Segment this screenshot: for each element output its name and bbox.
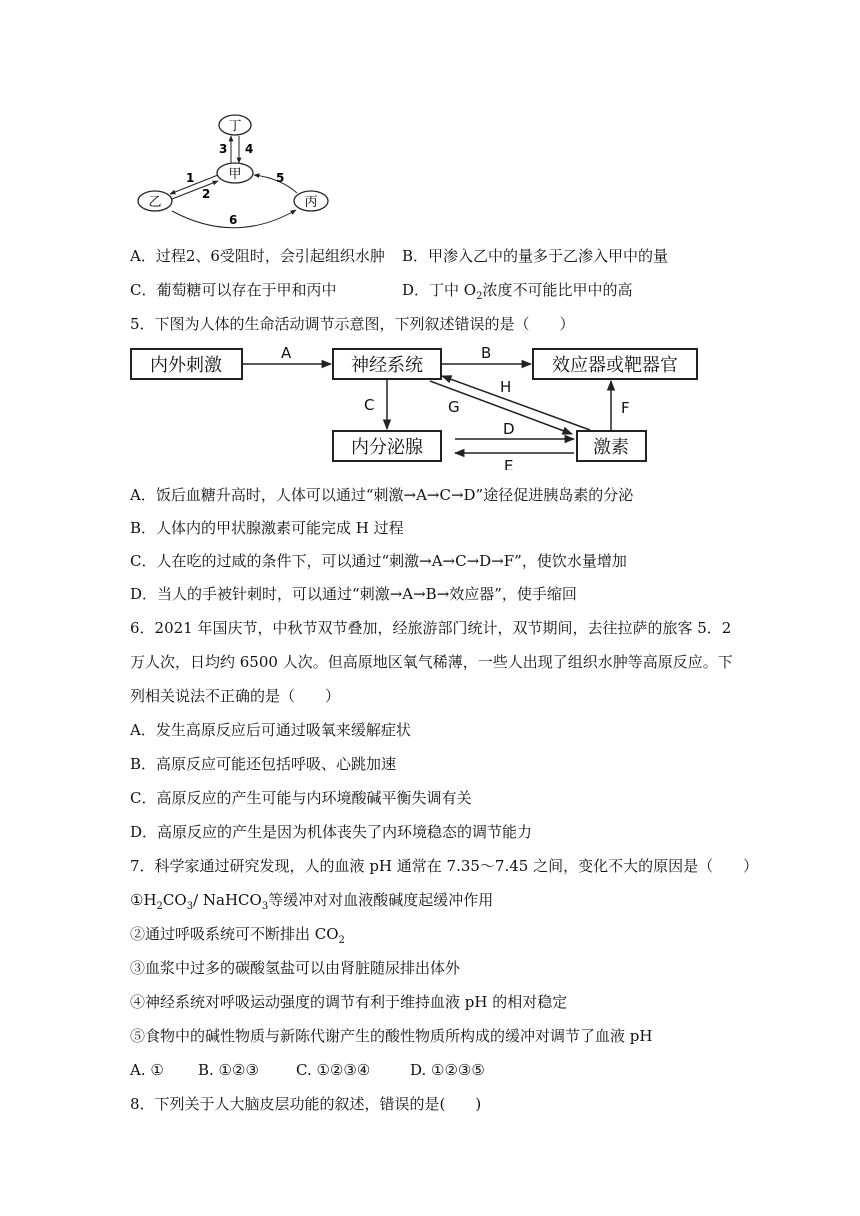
q6-stem-line2: 万人次，日均约 6500 人次。但高原地区氧气稀薄，一些人出现了组织水肿等高原反应。下 bbox=[130, 653, 733, 671]
q6-option-a: A．发生高原反应后可通过吸氧来缓解症状 bbox=[130, 721, 411, 739]
node-jia bbox=[217, 163, 253, 183]
svg-text:甲: 甲 bbox=[228, 167, 242, 182]
label-5: 5 bbox=[276, 171, 285, 185]
q6-stem-line3: 列相关说法不正确的是（ ） bbox=[130, 687, 341, 705]
arrow-H bbox=[442, 376, 590, 430]
q7-statement-5: ⑤食物中的碱性物质与新陈代谢产生的酸性物质所构成的缓冲对调节了血液 pH bbox=[130, 1027, 653, 1045]
svg-text:效应器或靶器官: 效应器或靶器官 bbox=[552, 355, 678, 376]
q5-option-a: A．饭后血糖升高时，人体可以通过“刺激→A→C→D”途径促进胰岛素的分泌 bbox=[130, 486, 634, 504]
node-ding bbox=[219, 115, 251, 135]
svg-text:内分泌腺: 内分泌腺 bbox=[351, 437, 423, 458]
q4-option-a: A．过程2、6受阻时，会引起组织水肿 bbox=[130, 247, 385, 265]
label-H: H bbox=[500, 378, 512, 396]
box-effector bbox=[533, 349, 697, 379]
q7-statement-4: ④神经系统对呼吸运动强度的调节有利于维持血液 pH 的相对稳定 bbox=[130, 993, 568, 1011]
q7-option-c: C. ①②③④ bbox=[296, 1061, 371, 1079]
label-4: 4 bbox=[245, 142, 254, 156]
q7-option-a: A. ① bbox=[130, 1061, 164, 1079]
body-fluid-diagram bbox=[0, 0, 860, 240]
box-stimulus bbox=[131, 349, 242, 379]
q7-option-d: D. ①②③⑤ bbox=[410, 1061, 485, 1079]
q7-stem: 7．科学家通过研究发现，人的血液 pH 通常在 7.35～7.45 之间，变化不大的原因是（ ） bbox=[130, 857, 759, 875]
regulation-diagram bbox=[0, 340, 860, 470]
q6-option-d: D．高原反应的产生是因为机体丧失了内环境稳态的调节能力 bbox=[130, 823, 533, 841]
q5-option-d: D．当人的手被针刺时，可以通过“刺激→A→B→效应器”，使手缩回 bbox=[130, 585, 577, 603]
label-D: D bbox=[503, 420, 515, 438]
q7-option-b: B. ①②③ bbox=[198, 1061, 259, 1079]
label-G: G bbox=[448, 398, 460, 416]
label-C: C bbox=[364, 396, 375, 414]
label-1: 1 bbox=[186, 171, 195, 185]
q5-stem: 5．下图为人体的生命活动调节示意图，下列叙述错误的是（ ） bbox=[130, 315, 575, 333]
label-A: A bbox=[281, 344, 292, 362]
label-2: 2 bbox=[202, 187, 211, 201]
box-endocrine-gland bbox=[333, 431, 441, 461]
q6-option-b: B．高原反应可能还包括呼吸、心跳加速 bbox=[130, 755, 397, 773]
svg-text:神经系统: 神经系统 bbox=[351, 355, 423, 376]
label-3: 3 bbox=[219, 142, 228, 156]
svg-text:内外刺激: 内外刺激 bbox=[150, 355, 222, 376]
q4-option-c: C．葡萄糖可以存在于甲和丙中 bbox=[130, 281, 337, 299]
q7-statement-3: ③血浆中过多的碳酸氢盐可以由肾脏随尿排出体外 bbox=[130, 959, 461, 977]
svg-text:激素: 激素 bbox=[593, 437, 629, 458]
label-F: F bbox=[621, 399, 630, 417]
q5-option-b: B．人体内的甲状腺激素可能完成 H 过程 bbox=[130, 519, 404, 537]
svg-text:丙: 丙 bbox=[304, 195, 318, 210]
node-bing bbox=[294, 191, 328, 211]
node-yi bbox=[138, 191, 172, 211]
box-nervous-system bbox=[333, 349, 441, 379]
q6-option-c: C．高原反应的产生可能与内环境酸碱平衡失调有关 bbox=[130, 789, 472, 807]
label-B: B bbox=[481, 344, 492, 362]
q7-statement-2: ②通过呼吸系统可不断排出 $CO_2$ bbox=[130, 925, 345, 946]
q4-option-d: D．丁中 $O_2$浓度不可能比甲中的高 bbox=[402, 281, 633, 302]
q7-statement-1: $①H_2CO_3/$ NaHCO$_3$等缓冲对对血液酸碱度起缓冲作用 bbox=[130, 891, 494, 912]
svg-text:乙: 乙 bbox=[148, 195, 162, 210]
q4-option-b: B．甲渗入乙中的量多于乙渗入甲中的量 bbox=[402, 247, 669, 265]
box-hormone bbox=[577, 431, 646, 461]
label-E: E bbox=[504, 457, 514, 470]
label-6: 6 bbox=[229, 213, 238, 227]
q5-option-c: C．人在吃的过咸的条件下，可以通过“刺激→A→C→D→F”，使饮水量增加 bbox=[130, 552, 627, 570]
q8-stem: 8．下列关于人大脑皮层功能的叙述，错误的是( ) bbox=[130, 1095, 482, 1113]
svg-text:丁: 丁 bbox=[228, 119, 242, 134]
q6-stem-line1: 6．2021 年国庆节，中秋节双节叠加，经旅游部门统计，双节期间，去往拉萨的旅客 5．2 bbox=[130, 619, 732, 637]
